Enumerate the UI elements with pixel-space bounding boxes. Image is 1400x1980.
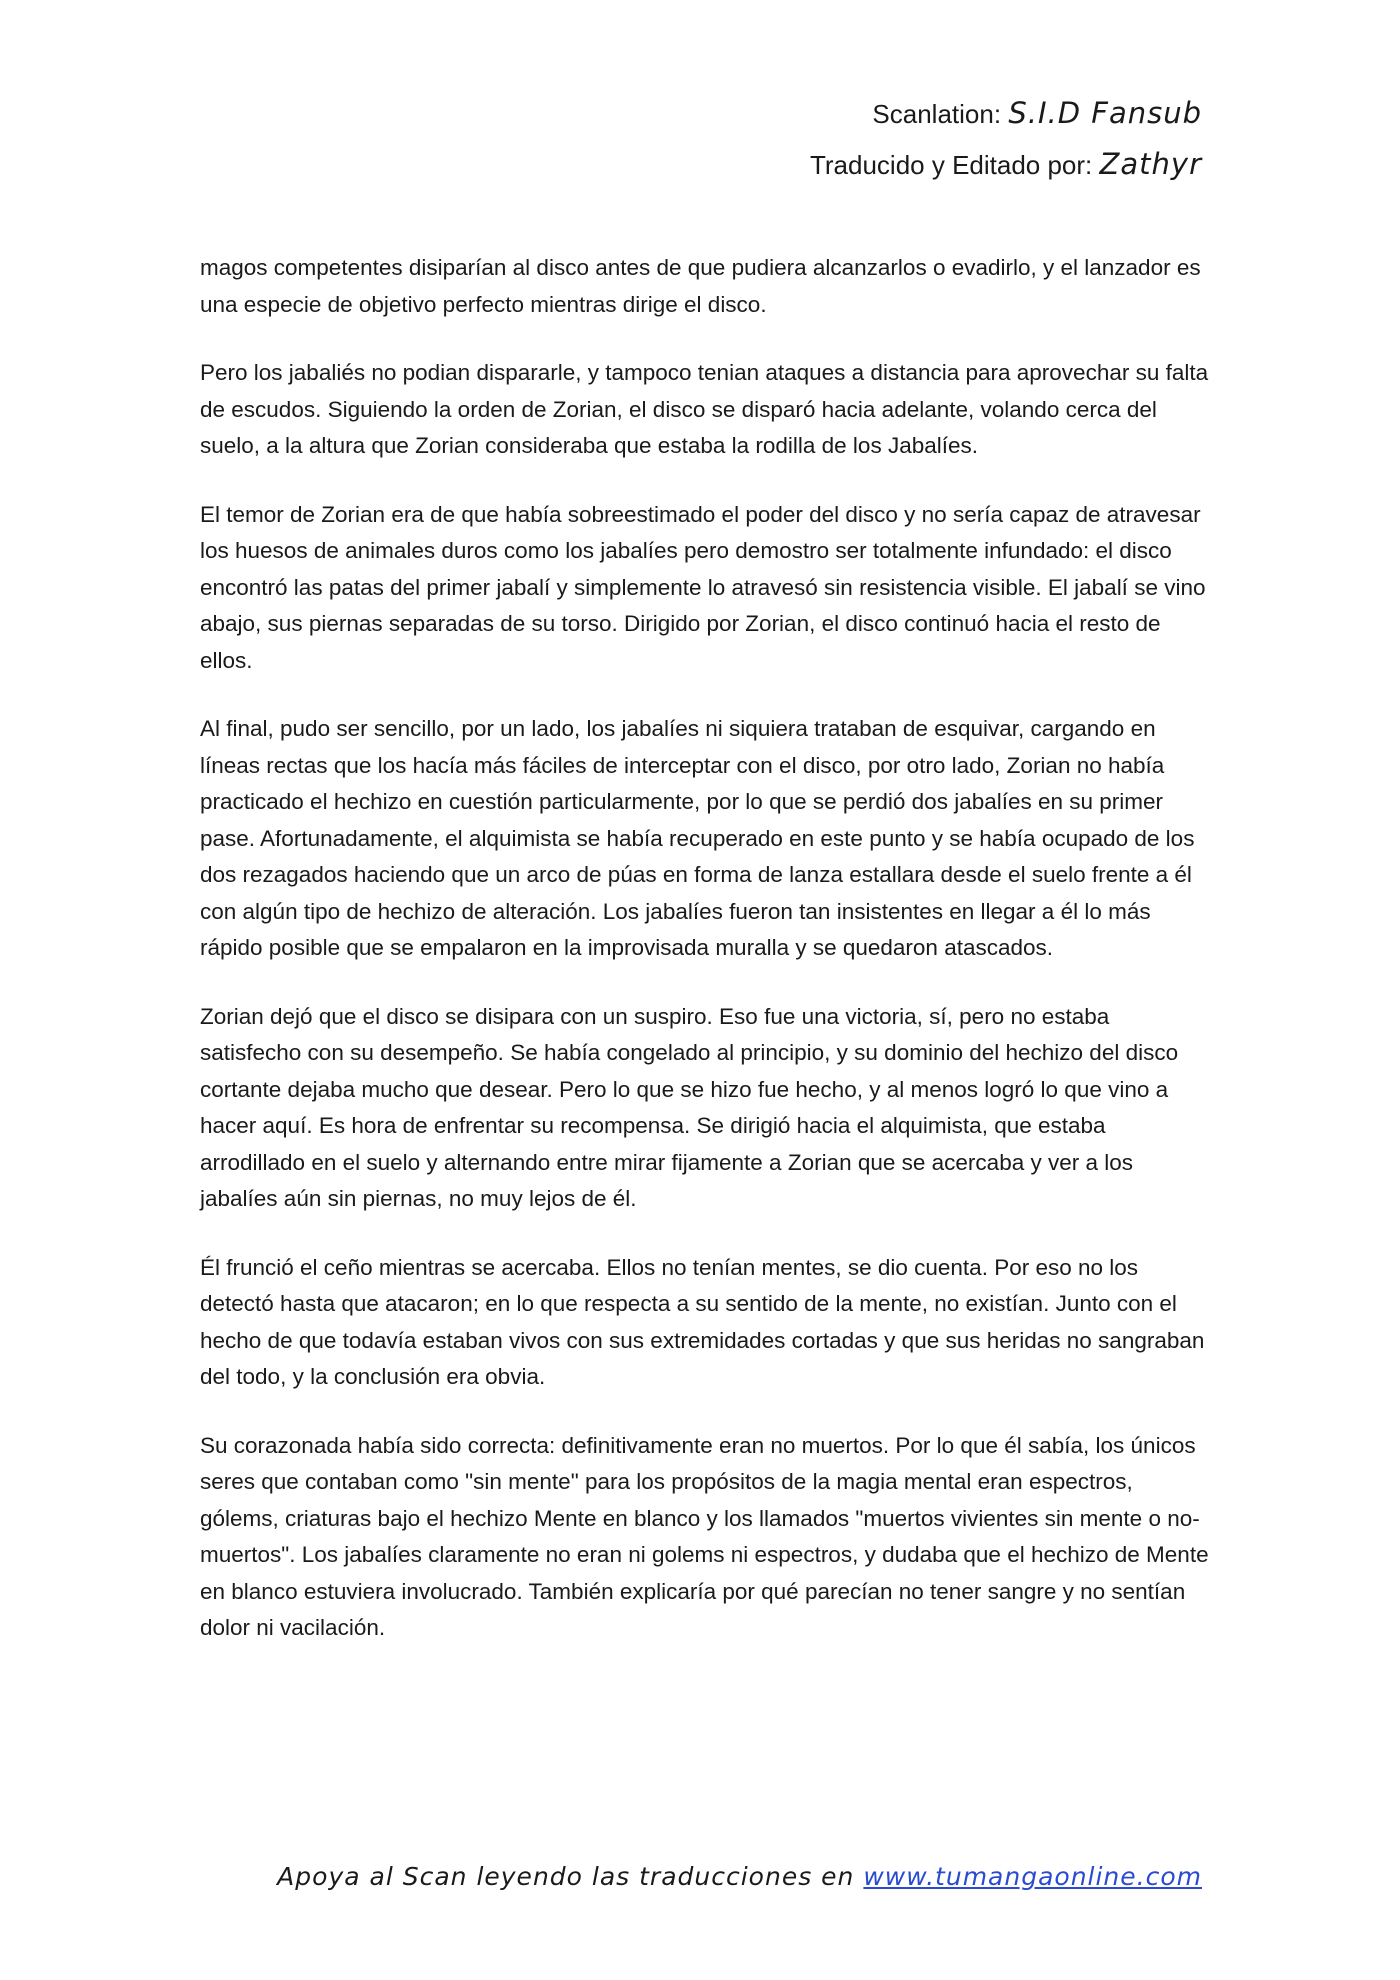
page-footer (277, 1862, 1202, 1891)
footer-text: Apoya al Scan leyendo las traducciones en (277, 1862, 855, 1891)
paragraph-7: Su corazonada había sido correcta: definitivamente eran no muertos. Por lo que él sabía, los únicos seres que contaban como "sin mente" para los propósitos de la magia mental eran espectros, gólems, criaturas bajo el hechizo Mente en blanco y los llamados "muertos vivientes sin mente o no-muertos". Los jabalíes claramente no eran ni golems ni espectros, y dudaba que el hechizo de Mente en blanco estuviera involucrado. También explicaría por qué parecían no tener sangre y no sentían dolor ni vacilación. (200, 1432, 1209, 1640)
document-body (200, 250, 1210, 1679)
paragraph-5: Zorian dejó que el disco se disipara con un suspiro. Eso fue una victoria, sí, pero no estaba satisfecho con su desempeño. Se había congelado al principio, y su dominio del hechizo del disco cortante dejaba mucho que desear. Pero lo que se hizo fue hecho, y al menos logró lo que vino a hacer aquí. Es hora de enfrentar su recompensa. Se dirigió hacia el alquimista, que estaba arrodillado en el suelo y alternando entre mirar fijamente a Zorian que se acercaba y ver a los jabalíes aún sin piernas, no muy lejos de él. (200, 1003, 1179, 1211)
paragraph-4: Al final, pudo ser sencillo, por un lado, los jabalíes ni siquiera trataban de esquivar, cargando en líneas rectas que los hacía más fáciles de interceptar con el disco, por otro lado, Zorian no había practicado el hechizo en cuestión particularmente, por lo que se perdió dos jabalíes en su primer pase. Afortunadamente, el alquimista se había recuperado en este punto y se había ocupado de los dos rezagados haciendo que un arco de púas en forma de lanza estallara desde el suelo frente a él con algún tipo de hechizo de alteración. Los jabalíes fueron tan insistentes en llegar a él lo más rápido posible que se empalaron en la improvisada muralla y se quedaron atascados. (200, 716, 1195, 960)
scanlation-group: S.I.D Fansub (1008, 96, 1202, 130)
page-header (810, 88, 1202, 190)
paragraph-1: magos competentes disiparían al disco antes de que pudiera alcanzarlos o evadirlo, y el lanzador es una especie de objetivo perfecto mientras dirige el disco. (200, 255, 1201, 317)
paragraph-2: Pero los jabaliés no podian dispararle, y tampoco tenian ataques a distancia para aprovechar su falta de escudos. Siguiendo la orden de Zorian, el disco se disparó hacia adelante, volando cerca del suelo, a la altura que Zorian consideraba que estaba la rodilla de los Jabalíes. (200, 360, 1209, 458)
translator-label: Traducido y Editado por: (809, 150, 1093, 180)
footer-link[interactable]: www.tumangaonline.com (863, 1862, 1202, 1891)
paragraph-6: Él frunció el ceño mientras se acercaba. Ellos no tenían mentes, se dio cuenta. Por eso no los detectó hasta que atacaron; en lo que respecta a su sentido de la mente, no existían. Junto con el hecho de que todavía estaban vivos con sus extremidades cortadas y que sus heridas no sangraban del todo, y la conclusión era obvia. (200, 1254, 1205, 1389)
translator-name: Zathyr (1099, 147, 1202, 181)
paragraph-3: El temor de Zorian era de que había sobreestimado el poder del disco y no sería capaz de atravesar los huesos de animales duros como los jabalíes pero demostro ser totalmente infundado: el disco encontró las patas del primer jabalí y simplemente lo atravesó sin resistencia visible. El jabalí se vino abajo, sus piernas separadas de su torso. Dirigido por Zorian, el disco continuó hacia el resto de ellos. (200, 501, 1206, 673)
translator-credit (810, 139, 1202, 190)
scanlation-label: Scanlation: (872, 99, 1002, 129)
scanlation-credit (810, 88, 1202, 139)
